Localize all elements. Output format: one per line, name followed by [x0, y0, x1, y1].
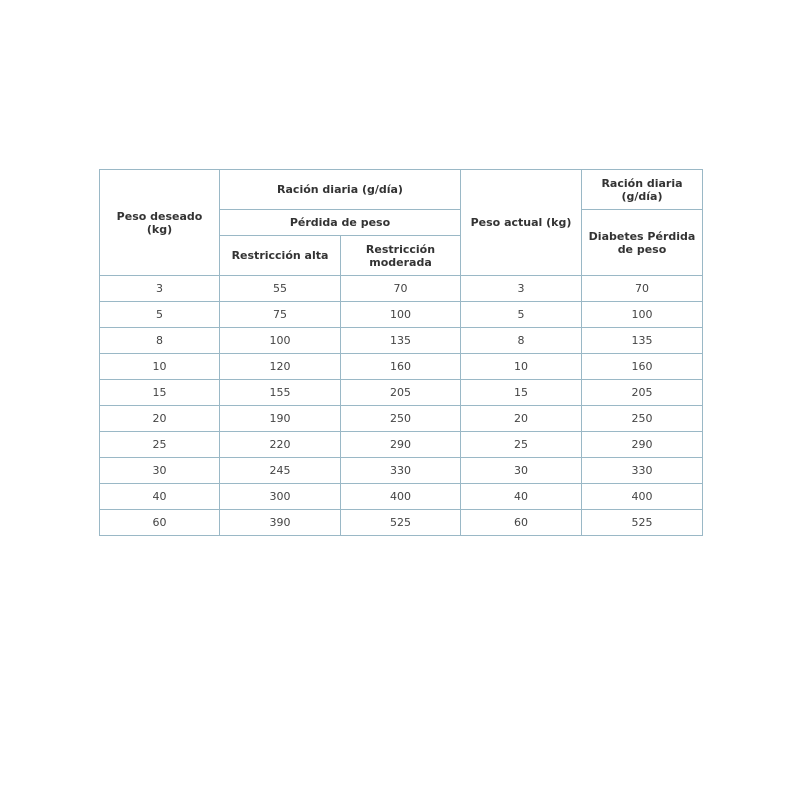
- peso-actual-cell: 30: [461, 458, 582, 484]
- peso-deseado-cell: 15: [100, 380, 220, 406]
- peso-actual-cell: 5: [461, 302, 582, 328]
- table-row: [100, 276, 703, 302]
- restriccion-alta-cell: 155: [220, 380, 341, 406]
- header-racion-diaria: Ración diaria (g/día): [220, 170, 461, 210]
- restriccion-alta-cell: 220: [220, 432, 341, 458]
- restriccion-alta-cell: 190: [220, 406, 341, 432]
- diabetes-perdida-cell: 250: [582, 406, 703, 432]
- table-row: [100, 510, 703, 536]
- peso-deseado-cell: 20: [100, 406, 220, 432]
- peso-deseado-cell: 25: [100, 432, 220, 458]
- table-row: [100, 302, 703, 328]
- diabetes-perdida-cell: 525: [582, 510, 703, 536]
- peso-actual-cell: 3: [461, 276, 582, 302]
- header-perdida-peso: Pérdida de peso: [220, 210, 461, 236]
- table-row: [100, 432, 703, 458]
- peso-actual-cell: 8: [461, 328, 582, 354]
- diabetes-perdida-cell: 400: [582, 484, 703, 510]
- restriccion-alta-cell: 75: [220, 302, 341, 328]
- restriccion-moderada-cell: 70: [341, 276, 461, 302]
- diabetes-perdida-cell: 330: [582, 458, 703, 484]
- table-row: [100, 406, 703, 432]
- table-body: [100, 276, 703, 536]
- diabetes-perdida-cell: 135: [582, 328, 703, 354]
- header-racion-diaria-2: Ración diaria (g/día): [582, 170, 703, 210]
- diabetes-perdida-cell: 160: [582, 354, 703, 380]
- diabetes-perdida-cell: 70: [582, 276, 703, 302]
- restriccion-alta-cell: 55: [220, 276, 341, 302]
- table-row: [100, 328, 703, 354]
- restriccion-moderada-cell: 330: [341, 458, 461, 484]
- peso-actual-cell: 60: [461, 510, 582, 536]
- table-row: [100, 484, 703, 510]
- peso-actual-cell: 40: [461, 484, 582, 510]
- table-row: [100, 458, 703, 484]
- diabetes-perdida-cell: 290: [582, 432, 703, 458]
- restriccion-moderada-cell: 100: [341, 302, 461, 328]
- peso-deseado-cell: 3: [100, 276, 220, 302]
- peso-deseado-cell: 10: [100, 354, 220, 380]
- table-header: [100, 170, 703, 276]
- peso-deseado-cell: 30: [100, 458, 220, 484]
- peso-actual-cell: 20: [461, 406, 582, 432]
- restriccion-moderada-cell: 135: [341, 328, 461, 354]
- ration-table: [99, 169, 703, 536]
- restriccion-alta-cell: 300: [220, 484, 341, 510]
- restriccion-moderada-cell: 160: [341, 354, 461, 380]
- peso-deseado-cell: 60: [100, 510, 220, 536]
- restriccion-moderada-cell: 400: [341, 484, 461, 510]
- restriccion-alta-cell: 100: [220, 328, 341, 354]
- restriccion-alta-cell: 390: [220, 510, 341, 536]
- peso-actual-cell: 25: [461, 432, 582, 458]
- peso-deseado-cell: 5: [100, 302, 220, 328]
- peso-actual-cell: 10: [461, 354, 582, 380]
- peso-actual-cell: 15: [461, 380, 582, 406]
- restriccion-alta-cell: 120: [220, 354, 341, 380]
- restriccion-moderada-cell: 205: [341, 380, 461, 406]
- header-peso-actual: Peso actual (kg): [461, 170, 582, 276]
- header-restriccion-moderada: Restricción moderada: [341, 236, 461, 276]
- peso-deseado-cell: 8: [100, 328, 220, 354]
- table-row: [100, 380, 703, 406]
- header-restriccion-alta: Restricción alta: [220, 236, 341, 276]
- diabetes-perdida-cell: 100: [582, 302, 703, 328]
- restriccion-alta-cell: 245: [220, 458, 341, 484]
- diabetes-perdida-cell: 205: [582, 380, 703, 406]
- restriccion-moderada-cell: 290: [341, 432, 461, 458]
- header-diabetes-perdida: Diabetes Pérdida de peso: [582, 210, 703, 276]
- restriccion-moderada-cell: 250: [341, 406, 461, 432]
- table-row: [100, 354, 703, 380]
- restriccion-moderada-cell: 525: [341, 510, 461, 536]
- header-peso-deseado: Peso deseado (kg): [100, 170, 220, 276]
- header-row-1: [100, 170, 703, 210]
- peso-deseado-cell: 40: [100, 484, 220, 510]
